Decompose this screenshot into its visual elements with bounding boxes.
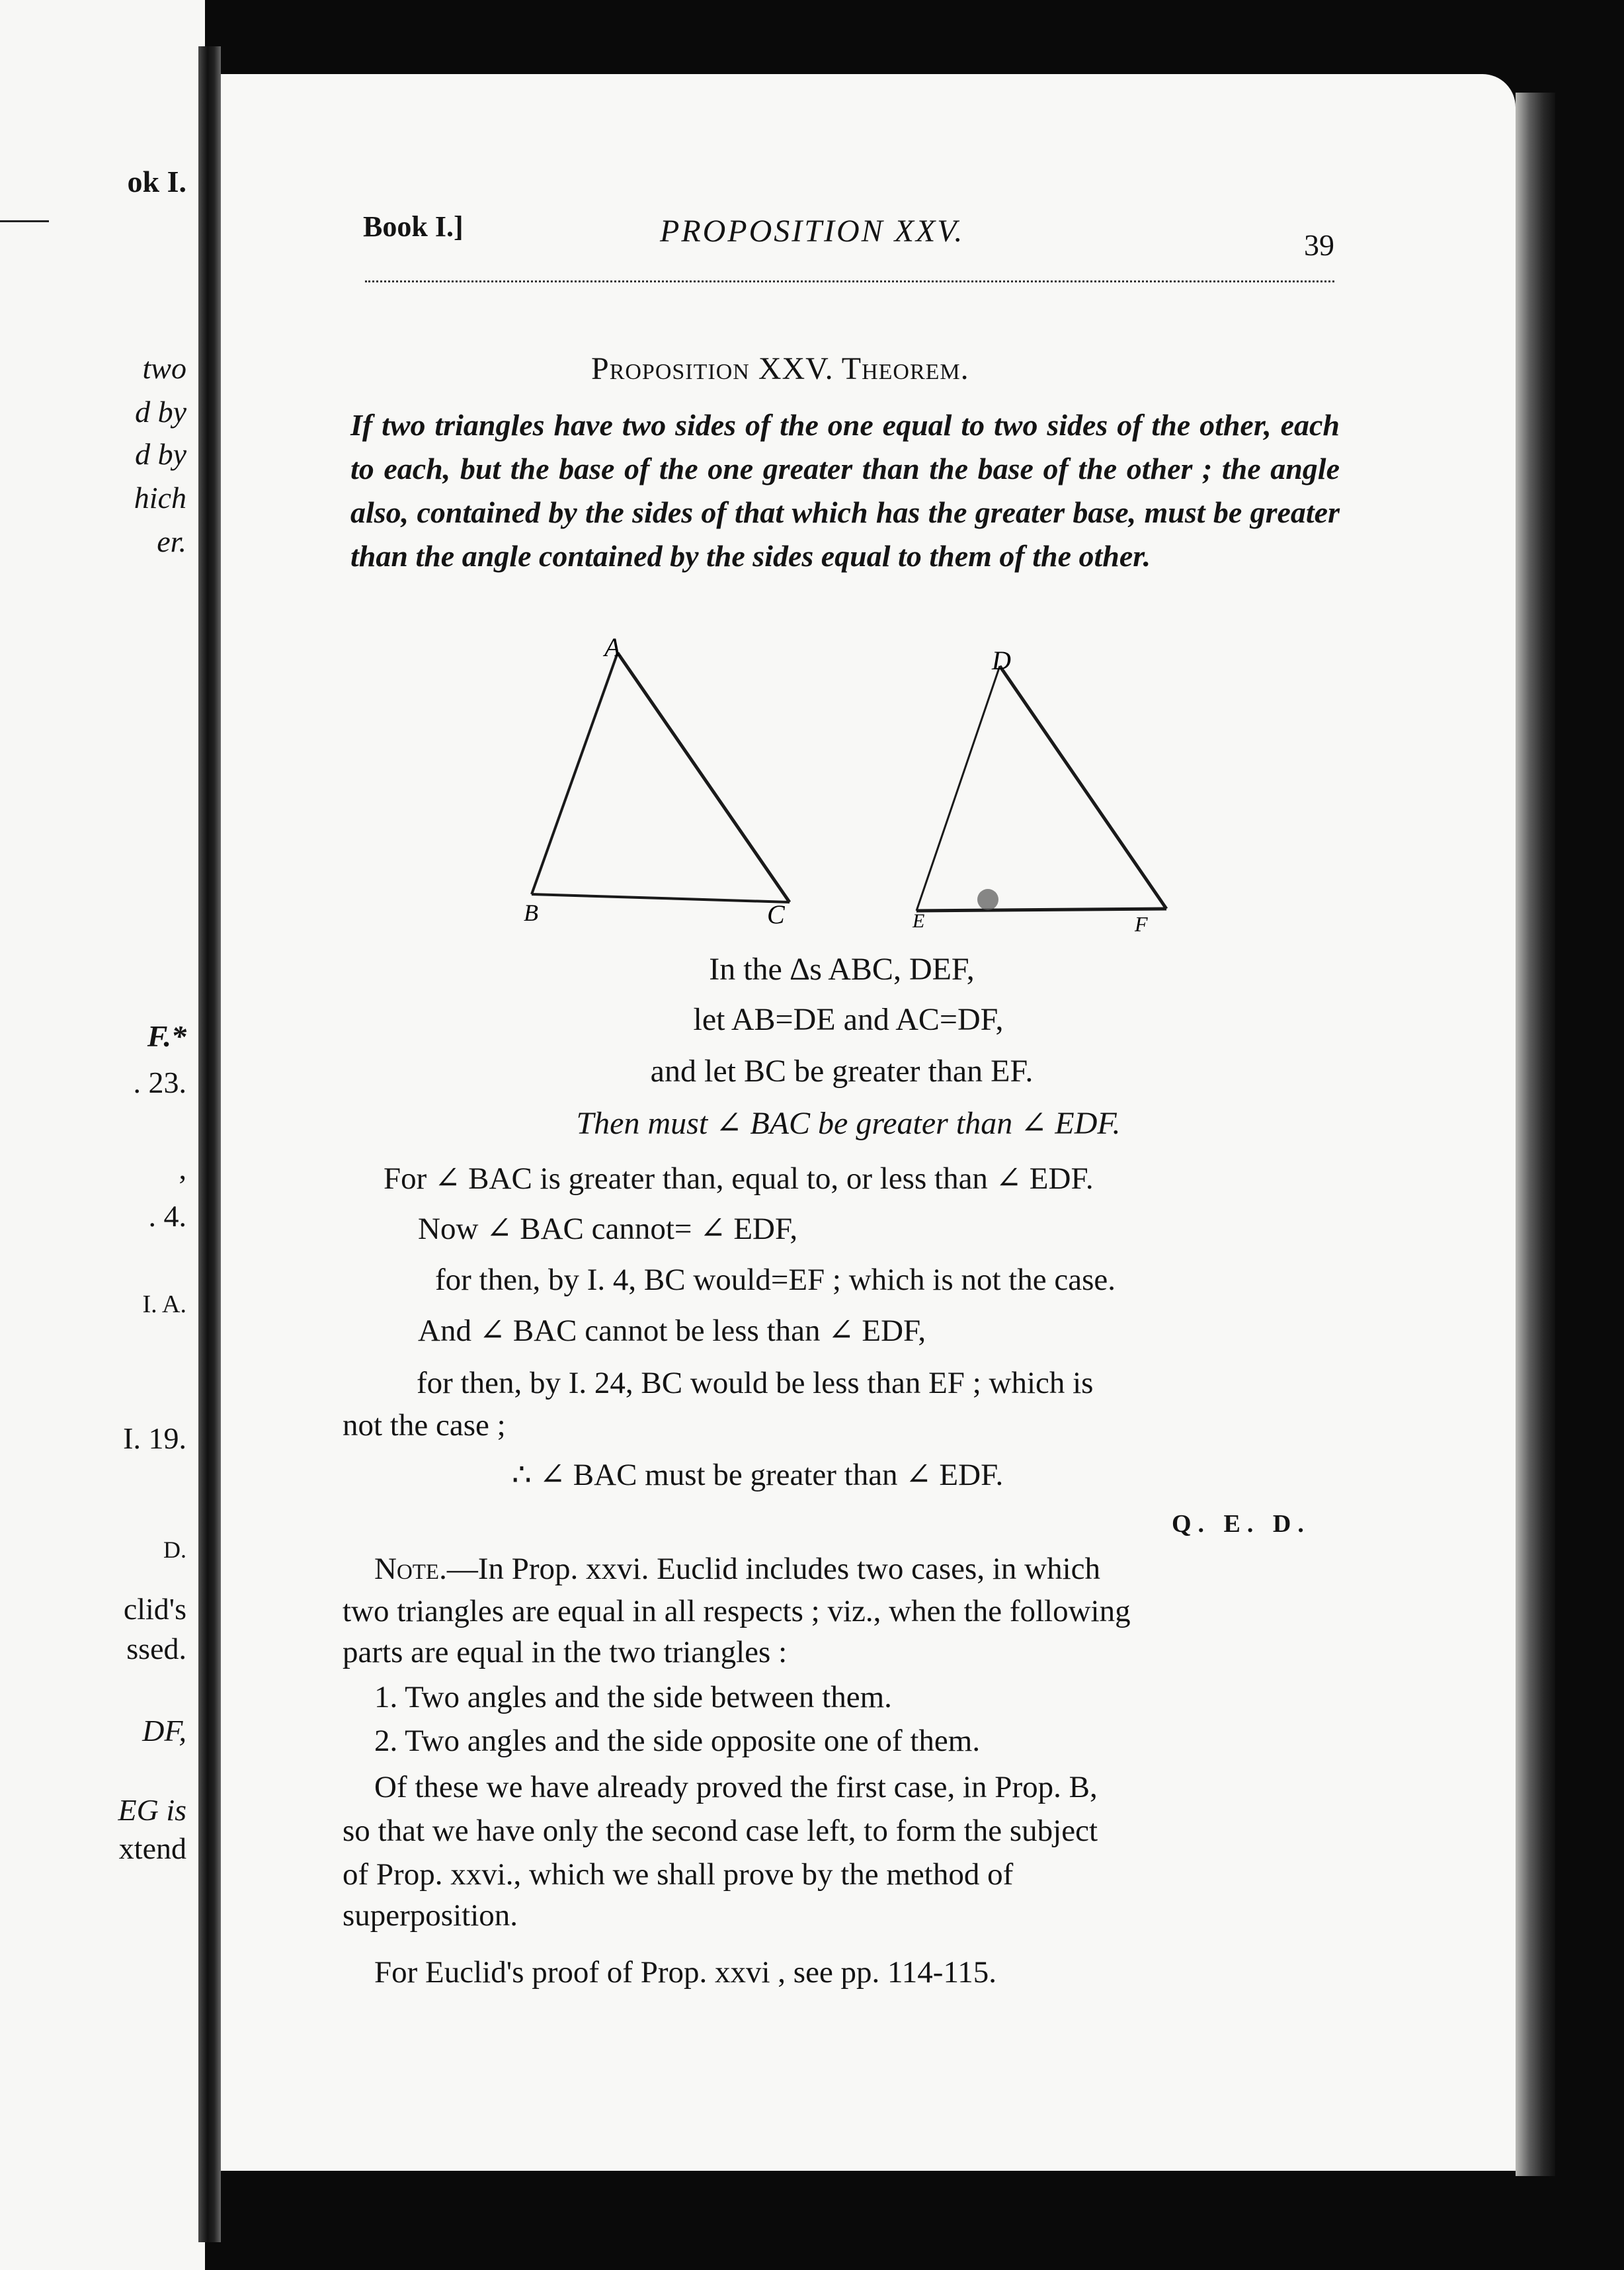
- running-header-title: PROPOSITION XXV.: [660, 214, 965, 249]
- left-fragment: EG is: [118, 1793, 186, 1827]
- note-line: two triangles are equal in all respects ; viz., when the following: [343, 1594, 1131, 1628]
- vertex-label-a: A: [604, 632, 621, 662]
- note-line: Note.—In Prop. xxvi. Euclid includes two cases, in which: [374, 1552, 1100, 1586]
- proof-conclusion: ∴ ∠ BAC must be greater than ∠ EDF.: [512, 1458, 1004, 1492]
- left-fragment: er.: [157, 525, 186, 558]
- left-fragment: xtend: [118, 1831, 186, 1865]
- note-line: Of these we have already proved the first case, in Prop. B,: [374, 1770, 1098, 1804]
- proof-line: For ∠ BAC is greater than, equal to, or less than ∠ EDF.: [384, 1161, 1094, 1196]
- proof-line: for then, by I. 24, BC would be less than EF ; which is: [417, 1366, 1094, 1400]
- left-fragment: ok I.: [127, 165, 186, 198]
- left-header-rule: [0, 220, 49, 222]
- book-gutter: [198, 46, 221, 2242]
- note-reference: For Euclid's proof of Prop. xxvi , see pp. 114-115.: [374, 1955, 996, 1990]
- proposition-enunciation: If two triangles have two sides of the one equal to two sides of the other, each to each, but the base of the one greater than the base of the other ; the angle also, contained by the sides of that which has the greater base, must be greater than the angle contained by the sides equal to them of the other.: [350, 408, 1340, 573]
- note-line: parts are equal in the two triangles :: [343, 1635, 788, 1669]
- proof-line: Now ∠ BAC cannot= ∠ EDF,: [418, 1212, 798, 1246]
- left-fragment: DF,: [142, 1714, 186, 1747]
- left-fragment: F.*: [147, 1019, 186, 1053]
- left-fragment: ssed.: [126, 1632, 186, 1665]
- setup-line: and let BC be greater than EF.: [650, 1054, 1034, 1089]
- left-fragment: clid's: [123, 1592, 186, 1626]
- note-line: so that we have only the second case left, to form the subject: [343, 1814, 1098, 1848]
- note-line: superposition.: [343, 1898, 518, 1933]
- setup-line: let AB=DE and AC=DF,: [693, 1002, 1004, 1037]
- ink-blot: [977, 889, 998, 910]
- vertex-label-e: E: [913, 910, 925, 932]
- page-edge-shadow: [1516, 93, 1555, 2176]
- triangle-abc: [532, 653, 790, 902]
- left-fragment: . 23.: [133, 1066, 186, 1099]
- running-header-book: Book I.]: [363, 210, 464, 243]
- triangle-def: [916, 666, 1166, 911]
- page-number: 39: [1304, 228, 1334, 262]
- left-fragment: . 4.: [148, 1199, 186, 1233]
- note-list-item: 1. Two angles and the side between them.: [374, 1680, 892, 1714]
- note-list-item: 2. Two angles and the side opposite one of them.: [374, 1724, 981, 1758]
- note-label: Note.: [374, 1552, 447, 1586]
- vertex-label-d: D: [992, 646, 1011, 675]
- left-fragment: d by: [135, 395, 186, 429]
- left-fragment: hich: [134, 481, 186, 515]
- vertex-label-c: C: [767, 900, 785, 929]
- setup-line: In the ∆s ABC, DEF,: [709, 952, 975, 987]
- left-fragment: ,: [179, 1152, 186, 1185]
- proof-line: not the case ;: [343, 1408, 506, 1443]
- proof-line: for then, by I. 4, BC would=EF ; which is not the case.: [435, 1263, 1116, 1297]
- left-fragment: I. A.: [142, 1290, 186, 1318]
- vertex-label-b: B: [524, 900, 538, 926]
- left-fragment: I. 19.: [123, 1421, 186, 1455]
- left-fragment: two: [142, 351, 186, 385]
- vertex-label-f: F: [1135, 912, 1148, 936]
- proof-line: And ∠ BAC cannot be less than ∠ EDF,: [418, 1314, 926, 1348]
- proposition-title: Proposition XXV. Theorem.: [591, 351, 969, 386]
- left-fragment: D.: [163, 1536, 186, 1563]
- qed-mark: Q. E. D.: [1172, 1510, 1311, 1538]
- note-line: of Prop. xxvi., which we shall prove by the method of: [343, 1857, 1014, 1892]
- setup-line: Then must ∠ BAC be greater than ∠ EDF.: [576, 1106, 1121, 1141]
- left-facing-page: [0, 0, 205, 2270]
- main-page: [221, 74, 1516, 2171]
- left-fragment: d by: [135, 437, 186, 471]
